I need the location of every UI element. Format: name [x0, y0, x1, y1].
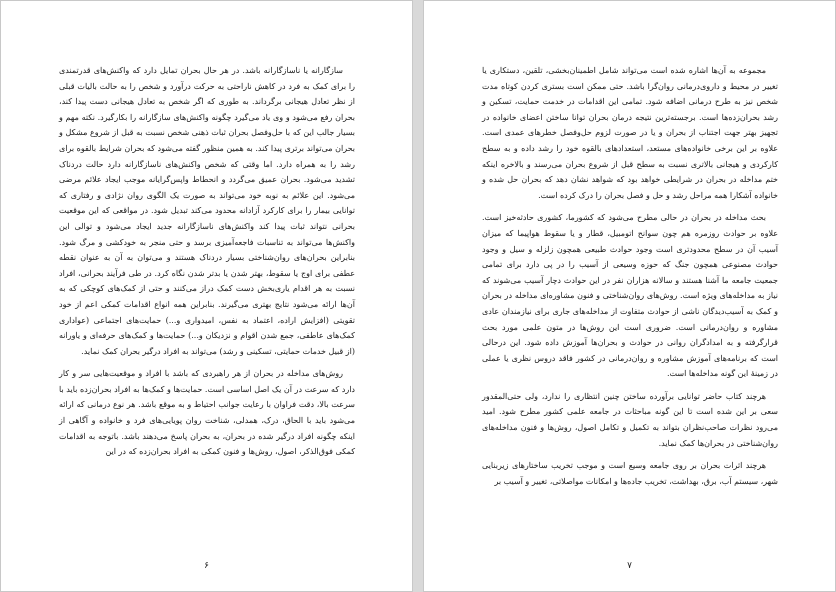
right-page-text: [482, 63, 778, 489]
paragraph: هرچند کتاب حاضر توانایی برآورده ساختن چنین انتظاری را ندارد، ولی حتی‌المقدور سعی بر این شده است تا این گونه مباحثات در جامعه علمی کشور مطرح شود. امید می‌رود نظرات صاحب‌نظران بتواند به تکمیل و تکامل اصول، روش‌ها و فنون مداخله‌های روان‌شناختی در بحران‌ها کمک نماید.: [482, 391, 778, 448]
page-number: ۶: [204, 561, 209, 571]
paragraph: سازگارانه یا ناسازگارانه باشد. در هر حال بحران تمایل دارد که واکنش‌های قدرتمندی را برای کمک به فرد در کاهش ناراحتی به حرکت درآورد و شخص را به حالت بالیات قبلی از نظر تعادل هیجانی برگرداند. به طوری که اگر شخص به تعادل هیجانی دست پیدا کند، بحران رفع می‌شود و وی یاد می‌گیرد چگونه واکنش‌های سازگارانه را بکارگیرد. نکته مهم و بسیار جالب این که با حل‌وفصل بحران ثبات ذهنی شخص نسبت به قبل از شروع مشکل و بحران می‌تواند برتری پیدا کند. به همین منظور گفته می‌شود که بحران شرایط بالقوه برای رشد را به همراه دارد. اما وقتی که شخص واکنش‌های ناسازگارانه دارد حالت دردناک تشدید می‌شود. بحران عمیق می‌گردد و انحطاط واپس‌گرایانه موجب ایجاد علائم مرضی می‌شود. این علائم به نوبه خود می‌تواند به صورت یک الگوی روان نژادی و رفتاری که توانایی بیمار را برای کارکرد آزادانه محدود می‌کند تبدیل شود. در مواقعی که این موقعیت بحرانی نتواند ثبات پیدا کند واکنش‌های ناسازگارانه جدید ایجاد می‌شود و توالی این واکنش‌ها می‌تواند به تناسبات فاجعه‌آمیزی برسد و حتی منجر به خودکشی و مرگ شود. بنابراین بحران‌های روان‌شناختی بسیار دردناک هستند و می‌توان به آن به عنوان نقطه عطفی برای اوج یا سقوط، بهتر شدن یا بدتر شدن نگاه کرد. در طی فرآیند بحرانی، افراد نسبت به هر اقدام یاری‌بخش دست کمک دراز می‌کنند و حتی از کمک‌های کوچکی که به آن‌ها ارائه می‌شود نتایج بهتری می‌گیرند. بنابراین همه انواع اقدامات کمکی اعم از خود تقویتی (افزایش اراده، اعتماد به نفس، امیدواری و...) حمایت‌های اجتماعی (عواداری کمک‌های عاطفی، جمع شدن اقوام و نزدیکان و...) حمایت‌ها و کمک‌های حرفه‌ای و یاورانه (از قبیل خدمات حمایتی، تسکینی و رشد) می‌تواند به افراد درگیر بحران کمک نماید.: [59, 66, 355, 356]
page-number: ۷: [627, 561, 632, 571]
left-page: [0, 0, 413, 592]
paragraph: هرچند اثرات بحران بر روی جامعه وسیع است و موجب تخریب ساختارهای زیربنایی شهر، سیستم آب، برق، بهداشت، تخریب جاده‌ها و امکانات مواصلاتی، تغییر و آسیب بر: [482, 461, 778, 486]
left-page-text: [59, 63, 355, 460]
right-page: [423, 0, 836, 592]
paragraph: روش‌های مداخله در بحران از هر راهبردی که باشد با افراد و موقعیت‌هایی سر و کار دارد که سرعت در آن یک اصل اساسی است. حمایت‌ها و کمک‌ها به افراد بحران‌زده باید با سرعت بالا، دقت فراوان با رعایت جوانب احتیاط و به موقع باشد. هر نوع درمانی که ارائه می‌شود باید با الحاق، درک، همدلی، شناخت روان پویایی‌های فرد و خانواده و آگاهی از اینکه چگونه افراد درگیر شده در بحران، به بحران پاسخ می‌دهند باشد. باتوجه به اقدامات کمکی فوق‌الذکر، اصول، روش‌ها و فنون کمکی به افراد بحران‌زده که در این: [59, 369, 355, 457]
paragraph: بحث مداخله در بحران در حالی مطرح می‌شود که کشورما، کشوری حادثه‌خیز است. علاوه بر حوادث روزمره هم چون سوانح اتومبیل، قطار و یا سقوط هواپیما که میزان آسیب آن در سطح محدودتری است وجود حوادث طبیعی همچون زلزله و سیل و وجود حوادث مصنوعی همچون جنگ که حوزه وسیعی از آسیب را در پی دارد برای تمامی جمعیت جامعه ما آشنا هستند و سالانه هزاران نفر در این حوادث دچار آسیب می‌شوند که نیاز به مداخله‌های ویژه است. روش‌های روان‌شناختی و فنون مشاوره‌ای مداخله در بحران و کمک به آسیب‌دیدگان ناشی از حوادث متفاوت از مداخله‌های جاری برای نیازمندان عادی مشاوره و روان‌درمانی است. ضروری است این روش‌ها در متون علمی مورد بحث قرارگرفته و به امدادگران روانی در حوادث و بحران‌ها آموزش داده شود. این درحالی است که برنامه‌های آموزش مشاوره و روان‌درمانی در کشور فاقد دروس نظری یا عملی در زمینهٔ این گونه مداخله‌ها است.: [482, 213, 778, 379]
paragraph: مجموعه به آن‌ها اشاره شده است می‌تواند شامل اطمینان‌بخشی، تلقین، دستکاری یا تغییر در محیط و داروی‌درمانی روان‌گرا باشد. حتی ممکن است بستری کردن کوتاه مدت شخص نیز به طرح درمانی اضافه شود. تمامی این اقدامات در خدمت حمایت، تسکین و رشد بحران‌زده‌ها است. برجسته‌ترین نتیجه درمان بحران توانا ساختن اعضای خانواده در تجهیز بهتر جهت اجتناب از بحران و یا در صورت لزوم حل‌وفصل خطرهای عمدی است. علاوه بر این برخی خانواده‌های مستعد، استعدادهای بالقوه خود را رشد داده و به سطح کارکردی و هیجانی بالاتری نسبت به سطح قبل از شروع بحران می‌رسند و بالاخره اینکه ختم مداخله در بحران در شرایطی خواهد بود که شواهد نشان دهد که بحران حل شده و خانواده آشکارا همه مراحل رشد و حل و فصل بحران را درک کرده است.: [482, 66, 778, 200]
